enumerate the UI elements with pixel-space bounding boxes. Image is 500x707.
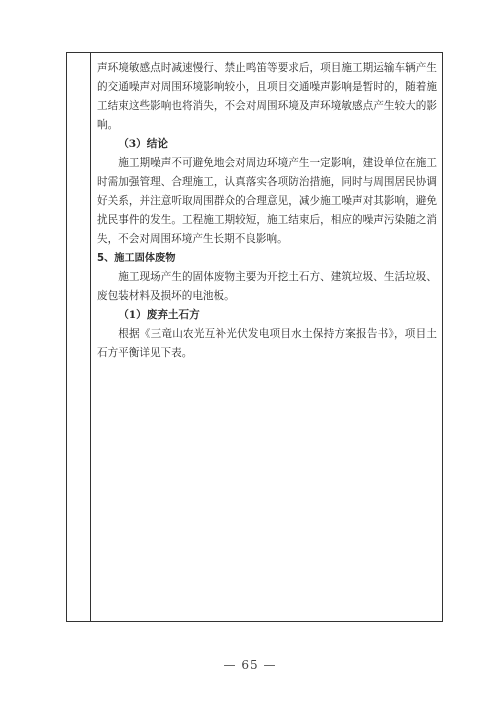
heading-waste-earth: （1）废弃土石方 — [118, 309, 200, 321]
table-left-column — [67, 53, 91, 621]
table-frame — [66, 52, 443, 622]
paragraph-earthwork: 根据《三竜山农光互补光伏发电项目水土保持方案报告书》，项目土石方平衡详见下表。 — [97, 328, 437, 359]
paragraph-noise-traffic: 声环境敏感点时减速慢行、禁止鸣笛等要求后，项目施工期运输车辆产生的交通噪声对周围环境影响较小，且项目交通噪声影响是暂时的，随着施工结束这些影响也将消失，不会对周围环境及声环境敏感点产生较大的影响。 — [97, 62, 437, 131]
paragraph-solid-waste: 施工现场产生的固体废物主要为开挖土石方、建筑垃圾、生活垃圾、废包装材料及损坏的电池板。 — [97, 271, 437, 302]
table-content — [97, 59, 437, 363]
paragraph-conclusion: 施工期噪声不可避免地会对周边环境产生一定影响，建设单位在施工时需加强管理、合理施工，认真落实各项防治措施，同时与周围居民协调好关系，并注意听取周围群众的合理意见，减少施工噪声对其影响，避免扰民事件的发生。工程施工期较短，施工结束后，相应的噪声污染随之消失，不会对周围环境产生长期不良影响。 — [97, 157, 437, 245]
heading-conclusion: （3）结论 — [118, 138, 168, 150]
section-heading-solid-waste: 5、施工固体废物 — [97, 253, 176, 264]
page-number: — 65 — — [223, 658, 277, 672]
